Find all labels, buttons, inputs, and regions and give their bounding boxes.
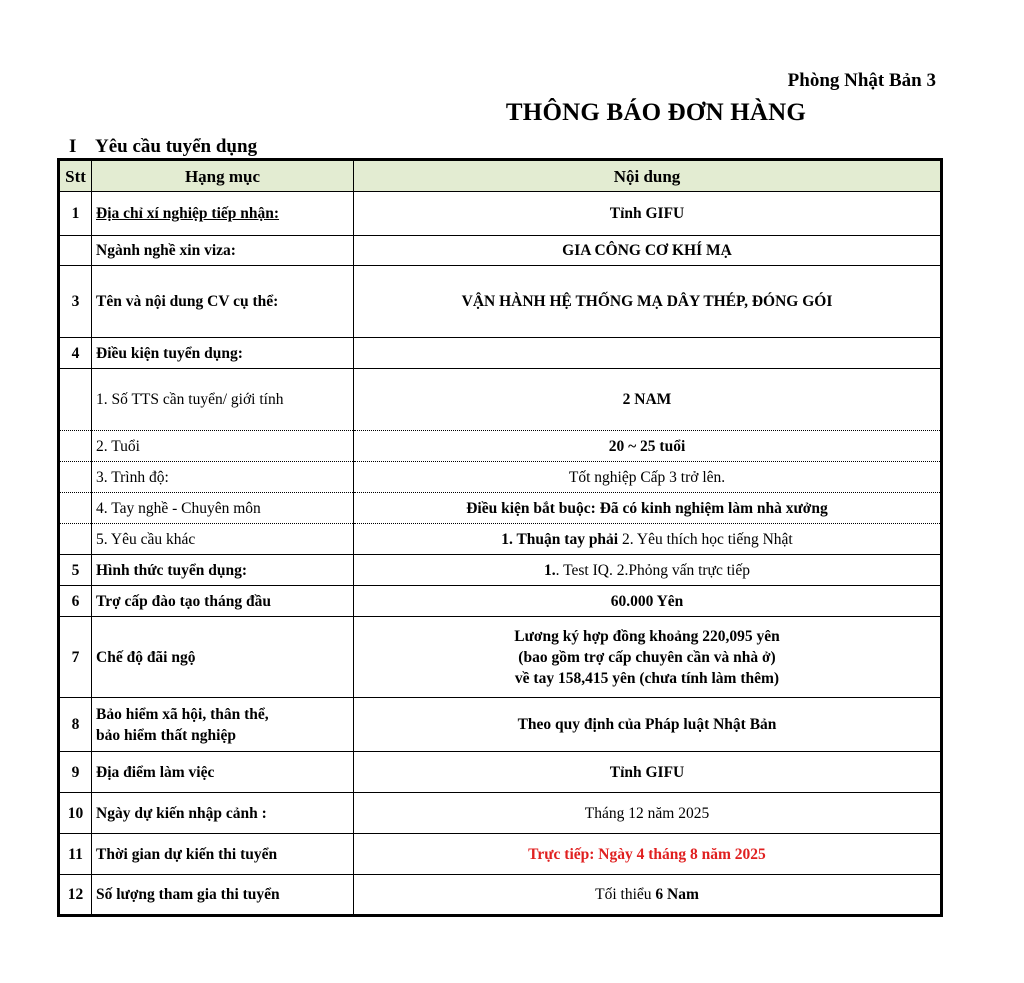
row-stt: 5 — [59, 555, 92, 586]
row-value-rest: Tối thiểu — [595, 886, 656, 903]
row-value: Tỉnh GIFU — [354, 752, 942, 793]
row-item: Địa điểm làm việc — [92, 752, 354, 793]
table-row — [59, 793, 942, 834]
order-table — [57, 158, 943, 917]
row-stt: 8 — [59, 698, 92, 752]
row-value: Tháng 12 năm 2025 — [354, 793, 942, 834]
table-header-row — [59, 160, 942, 192]
row-item: Ngành nghề xin viza: — [92, 236, 354, 266]
row-item: Thời gian dự kiến thi tuyển — [92, 834, 354, 875]
row-stt: 4 — [59, 338, 92, 369]
row-stt: 6 — [59, 586, 92, 617]
row-value: VẬN HÀNH HỆ THỐNG MẠ DÂY THÉP, ĐÓNG GÓI — [354, 266, 942, 338]
row-value: GIA CÔNG CƠ KHÍ MẠ — [354, 236, 942, 266]
row-stt — [59, 236, 92, 266]
row-value — [354, 875, 942, 916]
row-value-line: Lương ký hợp đồng khoảng 220,095 yên — [514, 627, 780, 645]
table-row — [59, 493, 942, 524]
section-title: Yêu cầu tuyển dụng — [95, 136, 258, 157]
row-value: Điều kiện bắt buộc: Đã có kinh nghiệm làm nhà xưởng — [354, 493, 942, 524]
row-item: 1. Số TTS cần tuyển/ giới tính — [92, 369, 354, 431]
row-value-bold: 6 Nam — [655, 886, 699, 903]
row-item-text: Địa chỉ xí nghiệp tiếp nhận: — [96, 205, 280, 222]
row-value-rest: . Test IQ. 2.Phỏng vấn trực tiếp — [555, 561, 750, 579]
table-row — [59, 875, 942, 916]
row-item: Chế độ đãi ngộ — [92, 617, 354, 698]
row-value — [354, 617, 942, 698]
row-value — [354, 338, 942, 369]
row-value: Theo quy định của Pháp luật Nhật Bản — [354, 698, 942, 752]
section-number: I — [69, 136, 77, 157]
row-stt — [59, 431, 92, 462]
column-header-item: Hạng mục — [92, 160, 354, 192]
row-value-rest: 2. Yêu thích học tiếng Nhật — [618, 530, 793, 548]
section-heading — [69, 136, 257, 158]
table-row — [59, 431, 942, 462]
row-stt: 11 — [59, 834, 92, 875]
table-row — [59, 752, 942, 793]
row-item: Ngày dự kiến nhập cảnh : — [92, 793, 354, 834]
department-label: Phòng Nhật Bản 3 — [787, 70, 936, 91]
row-item: 5. Yêu cầu khác — [92, 524, 354, 555]
table-row — [59, 266, 942, 338]
row-stt: 10 — [59, 793, 92, 834]
row-value-line: về tay 158,415 yên (chưa tính làm thêm) — [514, 669, 780, 687]
row-value: Tỉnh GIFU — [354, 192, 942, 236]
row-value: 20 ~ 25 tuổi — [354, 431, 942, 462]
row-stt: 1 — [59, 192, 92, 236]
row-stt: 3 — [59, 266, 92, 338]
row-value: Trực tiếp: Ngày 4 tháng 8 năm 2025 — [354, 834, 942, 875]
row-item — [92, 698, 354, 752]
row-item — [92, 192, 354, 236]
table-row — [59, 834, 942, 875]
row-item: 4. Tay nghề - Chuyên môn — [92, 493, 354, 524]
row-value-line: (bao gồm trợ cấp chuyên cần và nhà ở) — [518, 648, 776, 666]
row-item: Tên và nội dung CV cụ thể: — [92, 266, 354, 338]
table-row — [59, 524, 942, 555]
row-stt: 7 — [59, 617, 92, 698]
row-item: Điều kiện tuyển dụng: — [92, 338, 354, 369]
table-row — [59, 338, 942, 369]
row-value-bold: 1. Thuận tay phải — [501, 530, 619, 548]
table-row — [59, 462, 942, 493]
row-value: 2 NAM — [354, 369, 942, 431]
row-value-bold: 1. — [544, 561, 556, 579]
row-stt: 12 — [59, 875, 92, 916]
row-item: 3. Trình độ: — [92, 462, 354, 493]
table-row — [59, 555, 942, 586]
row-item: Số lượng tham gia thi tuyển — [92, 875, 354, 916]
row-item: Trợ cấp đào tạo tháng đầu — [92, 586, 354, 617]
row-value: Tốt nghiệp Cấp 3 trở lên. — [354, 462, 942, 493]
table-row — [59, 236, 942, 266]
table-row — [59, 698, 942, 752]
row-stt — [59, 369, 92, 431]
column-header-content: Nội dung — [354, 160, 942, 192]
table-row — [59, 192, 942, 236]
column-header-stt: Stt — [59, 160, 92, 192]
table-row — [59, 617, 942, 698]
row-stt — [59, 462, 92, 493]
page-title: THÔNG BÁO ĐƠN HÀNG — [505, 99, 807, 126]
row-stt — [59, 524, 92, 555]
row-stt: 9 — [59, 752, 92, 793]
row-stt — [59, 493, 92, 524]
row-value — [354, 555, 942, 586]
row-item-line: Bảo hiểm xã hội, thân thể, — [96, 705, 269, 723]
row-value — [354, 524, 942, 555]
row-item-line: bảo hiểm thất nghiệp — [96, 726, 236, 744]
row-item: 2. Tuổi — [92, 431, 354, 462]
table-row — [59, 586, 942, 617]
table-row — [59, 369, 942, 431]
row-value: 60.000 Yên — [354, 586, 942, 617]
row-item: Hình thức tuyển dụng: — [92, 555, 354, 586]
